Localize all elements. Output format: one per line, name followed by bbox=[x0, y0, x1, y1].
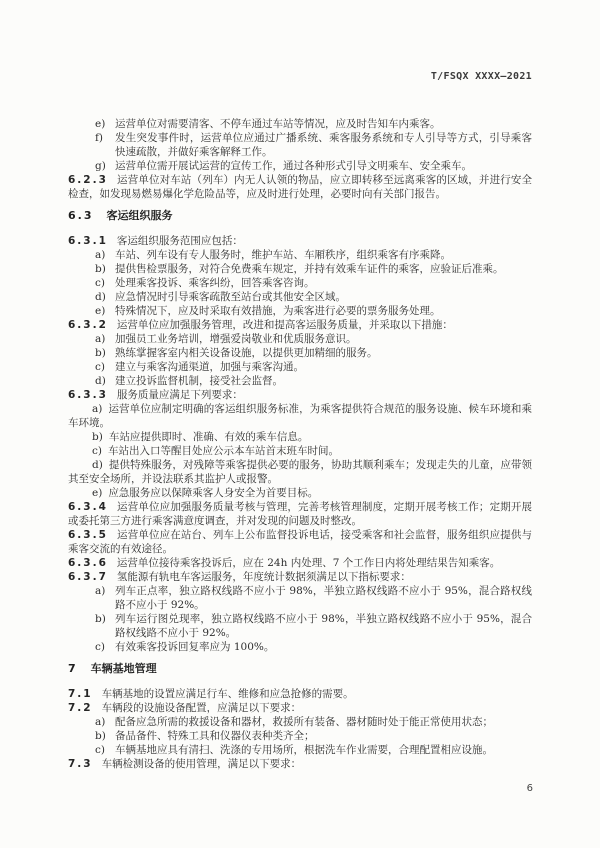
list-item bbox=[68, 640, 532, 654]
list-item bbox=[68, 248, 532, 262]
page-number: 6 bbox=[526, 783, 533, 794]
clause-paragraph bbox=[68, 701, 532, 715]
clause-number: 7.1 bbox=[68, 688, 93, 700]
clause-text: 车辆检测设备的使用管理，满足以下要求： bbox=[101, 758, 302, 770]
clause-paragraph bbox=[68, 500, 532, 528]
list-item bbox=[68, 332, 532, 346]
clause-text: 车辆段的设施设备配置，应满足以下要求： bbox=[101, 702, 302, 714]
list-item-text: 列车运行图兑现率，独立路权线路不应小于 98%，半独立路权线路不应小于 95%，混合路权线路不应小于 92%。 bbox=[115, 613, 532, 639]
clause-paragraph bbox=[68, 173, 532, 201]
list-item-text: 特殊情况下，应及时采取有效措施，为乘客进行必要的票务服务处理。 bbox=[115, 305, 441, 317]
document-body bbox=[68, 117, 532, 771]
list-marker: d) bbox=[92, 459, 103, 471]
clause-number: 7.2 bbox=[68, 702, 93, 714]
clause-paragraph bbox=[68, 757, 532, 771]
list-marker: b) bbox=[95, 263, 106, 275]
list-item-text: 运营单位应制定明确的客运组织服务标准，为乘客提供符合规范的服务设施、候车环境和乘车环境。 bbox=[68, 403, 532, 429]
clause-paragraph bbox=[68, 318, 532, 332]
list-item bbox=[68, 290, 532, 304]
clause-paragraph bbox=[68, 556, 532, 570]
section-heading bbox=[68, 661, 532, 676]
list-item bbox=[68, 374, 532, 388]
list-marker: a) bbox=[95, 585, 106, 597]
list-item-text: 应急情况时引导乘客疏散至站台或其他安全区域。 bbox=[115, 291, 346, 303]
clause-number: 7 bbox=[68, 662, 78, 675]
list-item bbox=[68, 276, 532, 290]
clause-number: 6.3.3 bbox=[68, 389, 108, 401]
list-item-text: 发生突发事件时，运营单位应通过广播系统、乘客服务系统和专人引导等方式，引导乘客快速疏散，并做好乘客解释工作。 bbox=[115, 132, 532, 158]
list-marker: b) bbox=[95, 347, 106, 359]
list-marker: b) bbox=[92, 431, 103, 443]
list-item bbox=[68, 159, 532, 173]
list-item-text: 有效乘客投诉回复率应为 100%。 bbox=[115, 641, 275, 653]
clause-text: 车辆基地的设置应满足行车、维修和应急抢修的需要。 bbox=[101, 688, 354, 700]
list-marker: c) bbox=[95, 641, 105, 653]
list-marker: b) bbox=[95, 730, 106, 742]
list-item-text: 提供特殊服务，对残障等乘客提供必要的服务，协助其顺利乘车；发现走失的儿童，应带领其至安全场所，并设法联系其监护人或报警。 bbox=[68, 459, 532, 485]
list-item bbox=[68, 584, 532, 612]
list-item-text: 建立与乘客沟通渠道，加强与乘客沟通。 bbox=[115, 361, 304, 373]
clause-number: 6.3 bbox=[68, 209, 94, 222]
list-marker: c) bbox=[95, 361, 105, 373]
clause-paragraph bbox=[68, 388, 532, 402]
list-marker: e) bbox=[95, 118, 106, 130]
list-item bbox=[68, 743, 532, 757]
list-item-text: 熟练掌握客室内相关设备设施，以提供更加精细的服务。 bbox=[115, 347, 378, 359]
clause-text: 运营单位应在站台、列车上公布监督投诉电话，接受乘客和社会监督，服务组织应提供与乘客交流的有效途径。 bbox=[68, 529, 532, 555]
clause-text: 运营单位应加强服务管理，改进和提高客运服务质量，并采取以下措施： bbox=[116, 319, 453, 331]
list-item-text: 加强员工业务培训，增强爱岗敬业和优质服务意识。 bbox=[115, 333, 357, 345]
clause-number: 6.3.6 bbox=[68, 557, 108, 569]
list-marker: f) bbox=[95, 132, 103, 144]
clause-number: 6.2.3 bbox=[68, 174, 108, 186]
list-item bbox=[68, 360, 532, 374]
clause-paragraph bbox=[68, 234, 532, 248]
clause-number: 7.3 bbox=[68, 758, 93, 770]
list-marker: b) bbox=[95, 613, 106, 625]
list-item bbox=[68, 729, 532, 743]
list-item bbox=[68, 117, 532, 131]
list-marker: c) bbox=[95, 744, 105, 756]
list-item-text: 备品备件、特殊工具和仪器仪表种类齐全； bbox=[115, 730, 315, 742]
list-marker: a) bbox=[95, 249, 106, 261]
list-item-text: 提供售检票服务，对符合免费乘车规定，并持有效乘车证件的乘客，应验证后准乘。 bbox=[115, 263, 504, 275]
list-marker: c) bbox=[92, 445, 102, 457]
list-marker: g) bbox=[95, 160, 106, 172]
heading-text: 客运组织服务 bbox=[106, 209, 173, 222]
list-marker: d) bbox=[95, 375, 106, 387]
clause-paragraph bbox=[68, 570, 532, 584]
list-item-text: 列车正点率，独立路权线路不应小于 98%，半独立路权线路不应小于 95%，混合路权线路不应小于 92%。 bbox=[115, 585, 532, 611]
clause-number: 6.3.2 bbox=[68, 319, 108, 331]
heading-text: 车辆基地管理 bbox=[90, 662, 157, 675]
clause-number: 6.3.4 bbox=[68, 501, 108, 513]
list-marker: c) bbox=[95, 277, 105, 289]
list-item-text: 运营单位需开展试运营的宣传工作，通过各种形式引导文明乘车、安全乘车。 bbox=[115, 160, 472, 172]
list-marker: a) bbox=[92, 403, 103, 415]
list-item bbox=[68, 715, 532, 729]
list-item-text: 运营单位对需要清客、不停车通过车站等情况，应及时告知车内乘客。 bbox=[115, 118, 441, 130]
clause-number: 6.3.7 bbox=[68, 571, 108, 583]
list-item-text: 车站出入口等醒目处应公示本车站首末班车时间。 bbox=[107, 445, 339, 457]
list-item bbox=[68, 458, 532, 486]
list-marker: d) bbox=[95, 291, 106, 303]
list-item bbox=[68, 131, 532, 159]
list-marker: e) bbox=[95, 305, 106, 317]
list-item bbox=[68, 262, 532, 276]
list-item-text: 车站应提供即时、准确、有效的乘车信息。 bbox=[108, 431, 309, 443]
page-header-standard-number: T/FSQX XXXX—2021 bbox=[430, 71, 532, 82]
list-marker: a) bbox=[95, 333, 106, 345]
clause-number: 6.3.5 bbox=[68, 529, 108, 541]
clause-paragraph bbox=[68, 528, 532, 556]
list-item bbox=[68, 304, 532, 318]
list-item bbox=[68, 486, 532, 500]
list-item bbox=[68, 612, 532, 640]
list-marker: a) bbox=[95, 716, 106, 728]
list-item-text: 车辆基地应具有清扫、洗涤的专用场所，根据洗车作业需要，合理配置相应设施。 bbox=[115, 744, 493, 756]
list-item-text: 应急服务应以保障乘客人身安全为首要目标。 bbox=[108, 487, 319, 499]
clause-text: 服务质量应满足下列要求： bbox=[116, 389, 243, 401]
list-item bbox=[68, 430, 532, 444]
clause-text: 客运组织服务范围应包括： bbox=[116, 235, 243, 247]
clause-text: 氢能源有轨电车客运服务，年度统计数据须满足以下指标要求： bbox=[116, 571, 411, 583]
clause-number: 6.3.1 bbox=[68, 235, 108, 247]
list-marker: e) bbox=[92, 487, 103, 499]
clause-text: 运营单位接待乘客投诉后，应在 24h 内处理、7 个工作日内将处理结果告知乘客。 bbox=[116, 557, 501, 569]
clause-paragraph bbox=[68, 687, 532, 701]
clause-text: 运营单位应加强服务质量考核与管理，完善考核管理制度，定期开展考核工作；定期开展或委托第三方进行乘客满意度调查，并对发现的问题及时整改。 bbox=[68, 501, 532, 527]
list-item bbox=[68, 346, 532, 360]
clause-text: 运营单位对车站（列车）内无人认领的物品，应立即转移至远离乘客的区域，并进行安全检查，如发现易燃易爆化学危险品等，应及时进行处理，必要时向有关部门报告。 bbox=[68, 174, 532, 200]
list-item-text: 建立投诉监督机制，接受社会监督。 bbox=[115, 375, 283, 387]
list-item-text: 配备应急所需的救援设备和器材，救援所有装备、器材随时处于能正常使用状态； bbox=[115, 716, 493, 728]
list-item bbox=[68, 444, 532, 458]
list-item bbox=[68, 402, 532, 430]
list-item-text: 车站、列车设有专人服务时，维护车站、车厢秩序，组织乘客有序乘降。 bbox=[115, 249, 451, 261]
list-item-text: 处理乘客投诉、乘客纠纷，回答乘客咨询。 bbox=[115, 277, 315, 289]
section-heading bbox=[68, 208, 532, 223]
